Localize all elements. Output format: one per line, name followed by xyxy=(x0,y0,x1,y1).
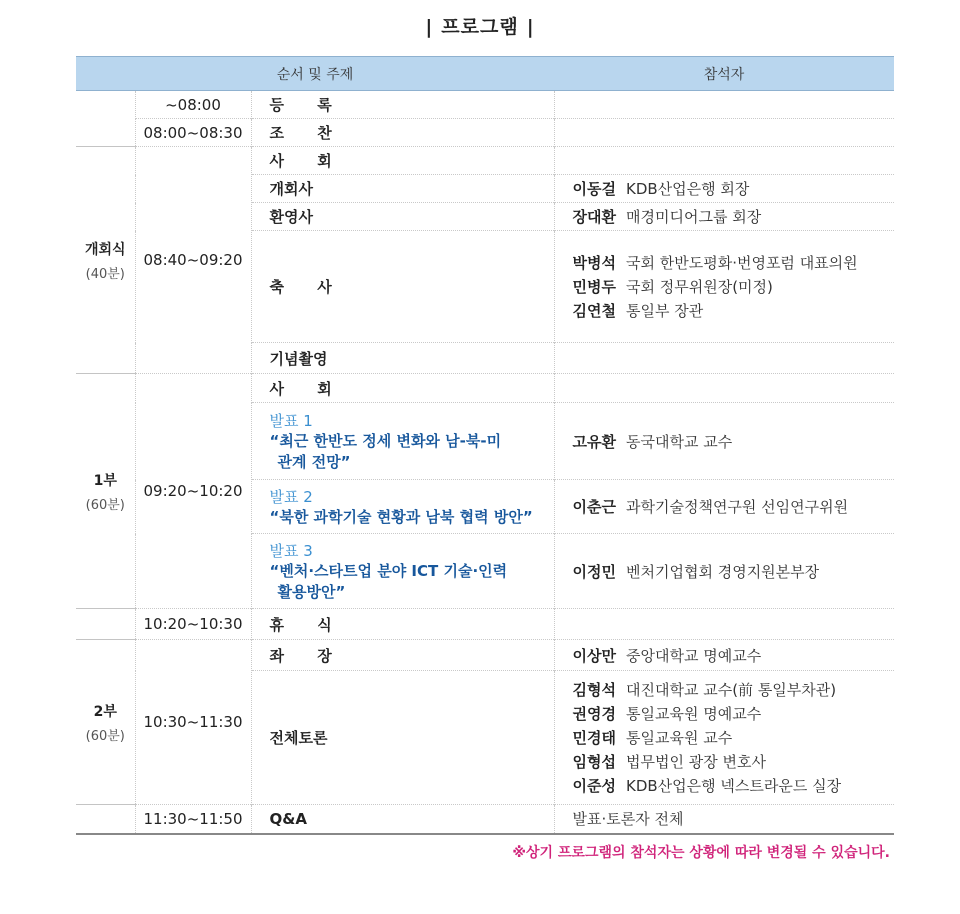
attendee-empty xyxy=(554,91,894,119)
attendee-role: 과학기술정책연구원 선임연구위원 xyxy=(626,498,849,516)
attendee-name: 이준성 xyxy=(572,776,616,795)
attendee-name: 김형석 xyxy=(572,680,616,699)
talk-title: “벤처·스타트업 분야 ICT 기술·인력 xyxy=(269,561,508,580)
attendee-empty xyxy=(554,119,894,147)
section-empty xyxy=(76,609,135,640)
title-text: 프로그램 xyxy=(441,16,519,38)
attendee-entry xyxy=(573,251,895,275)
attendee-entry xyxy=(573,299,895,323)
talk-label: 발표 3 xyxy=(269,541,313,560)
time-part1: 09:20~10:20 xyxy=(135,374,251,609)
attendee-congrats xyxy=(554,231,894,343)
attendee-qa: 발표·토론자 전체 xyxy=(554,805,894,834)
topic-registration: 등 록 xyxy=(251,91,554,119)
topic-breakfast: 조 찬 xyxy=(251,119,554,147)
topic-chair: 좌 장 xyxy=(251,640,554,671)
talk-2 xyxy=(251,480,554,534)
time-break: 10:20~10:30 xyxy=(135,609,251,640)
attendee-name: 민경태 xyxy=(572,728,616,747)
attendee-name: 김연철 xyxy=(572,301,616,320)
time-part2: 10:30~11:30 xyxy=(135,640,251,805)
talk-1 xyxy=(251,403,554,480)
table-row xyxy=(76,640,894,671)
section-opening xyxy=(76,147,135,374)
attendee-role: 국회 정무위원장(미정) xyxy=(626,277,773,296)
talk-3 xyxy=(251,534,554,609)
attendee-name: 이춘근 xyxy=(572,498,616,516)
topic-photo: 기념촬영 xyxy=(251,343,554,374)
topic-qa: Q&A xyxy=(251,805,554,834)
attendee-role: 통일부 장관 xyxy=(626,301,704,320)
time-opening: 08:40~09:20 xyxy=(135,147,251,374)
section-part1-name: 1부 xyxy=(93,472,117,489)
section-empty xyxy=(76,91,135,147)
attendee-talk-1 xyxy=(554,403,894,480)
attendee-entry xyxy=(573,678,895,702)
topic-opening-mc: 사 회 xyxy=(251,147,554,175)
attendee-talk-2 xyxy=(554,480,894,534)
section-part2-duration: (60분) xyxy=(85,728,125,744)
talk-title-cont: 활용방안” xyxy=(277,582,346,601)
attendee-empty xyxy=(554,147,894,175)
table-row xyxy=(76,609,894,640)
table-row xyxy=(76,805,894,834)
attendee-name: 이상만 xyxy=(572,646,616,665)
attendee-opening-speech xyxy=(554,175,894,203)
time-qa: 11:30~11:50 xyxy=(135,805,251,834)
attendee-name: 임형섭 xyxy=(572,752,616,771)
attendee-name: 이정민 xyxy=(572,562,616,581)
program-table xyxy=(76,56,894,835)
attendee-entry xyxy=(573,774,895,798)
attendee-name: 박병석 xyxy=(572,253,616,272)
attendee-role: 법무법인 광장 변호사 xyxy=(626,752,766,771)
time-breakfast: 08:00~08:30 xyxy=(135,119,251,147)
attendee-role: 매경미디어그룹 회장 xyxy=(626,208,762,226)
attendee-name: 고유환 xyxy=(572,432,616,451)
section-part2-name: 2부 xyxy=(93,703,117,720)
attendee-entry xyxy=(573,702,895,726)
section-part2 xyxy=(76,640,135,805)
attendee-welcome xyxy=(554,203,894,231)
talk-title: “북한 과학기술 현황과 남북 협력 방안” xyxy=(269,507,533,526)
attendee-role: 통일교육원 명예교수 xyxy=(626,704,762,723)
time-registration: ~08:00 xyxy=(135,91,251,119)
attendee-chair xyxy=(554,640,894,671)
topic-discussion: 전체토론 xyxy=(251,671,554,805)
title-bar-right: | xyxy=(526,16,535,38)
table-row xyxy=(76,119,894,147)
attendee-role: 대진대학교 교수(前 통일부차관) xyxy=(626,680,837,699)
topic-congrats: 축 사 xyxy=(251,231,554,343)
topic-part1-mc: 사 회 xyxy=(251,374,554,403)
table-row xyxy=(76,147,894,175)
title-bar-left: | xyxy=(425,16,434,38)
topic-break: 휴 식 xyxy=(251,609,554,640)
table-header-row xyxy=(76,57,894,91)
page-title xyxy=(0,12,960,39)
attendee-entry xyxy=(573,275,895,299)
section-opening-duration: (40분) xyxy=(85,266,125,282)
attendee-name: 이동걸 xyxy=(572,180,616,198)
attendee-role: 통일교육원 교수 xyxy=(626,728,733,747)
talk-label: 발표 1 xyxy=(269,411,313,430)
section-part1 xyxy=(76,374,135,609)
attendee-panel xyxy=(554,671,894,805)
attendee-role: 동국대학교 교수 xyxy=(626,432,733,451)
topic-opening-speech: 개회사 xyxy=(251,175,554,203)
talk-title-cont: 관계 전망” xyxy=(277,452,351,471)
table-row xyxy=(76,91,894,119)
attendee-empty xyxy=(554,609,894,640)
topic-welcome: 환영사 xyxy=(251,203,554,231)
attendee-name: 장대환 xyxy=(572,208,616,226)
header-attendees: 참석자 xyxy=(554,57,894,91)
attendee-empty xyxy=(554,374,894,403)
attendee-entry xyxy=(573,726,895,750)
talk-title: “최근 한반도 정세 변화와 남-북-미 xyxy=(269,431,502,450)
table-row xyxy=(76,374,894,403)
attendee-talk-3 xyxy=(554,534,894,609)
attendee-empty xyxy=(554,343,894,374)
attendee-role: 벤처기업협회 경영지원본부장 xyxy=(626,562,820,581)
attendee-role: 국회 한반도평화·번영포럼 대표의원 xyxy=(626,253,858,272)
attendee-name: 권영경 xyxy=(572,704,616,723)
section-empty xyxy=(76,805,135,834)
header-order-topic: 순서 및 주제 xyxy=(76,57,554,91)
attendee-name: 민병두 xyxy=(572,277,616,296)
attendee-role: 중앙대학교 명예교수 xyxy=(626,646,762,665)
attendee-role: KDB산업은행 회장 xyxy=(626,180,750,198)
section-part1-duration: (60분) xyxy=(85,497,125,513)
section-opening-name: 개회식 xyxy=(84,241,126,258)
talk-label: 발표 2 xyxy=(269,487,313,506)
attendee-role: KDB산업은행 넥스트라운드 실장 xyxy=(626,776,842,795)
attendee-entry xyxy=(573,750,895,774)
footnote: ※상기 프로그램의 참석자는 상황에 따라 변경될 수 있습니다. xyxy=(512,845,890,861)
